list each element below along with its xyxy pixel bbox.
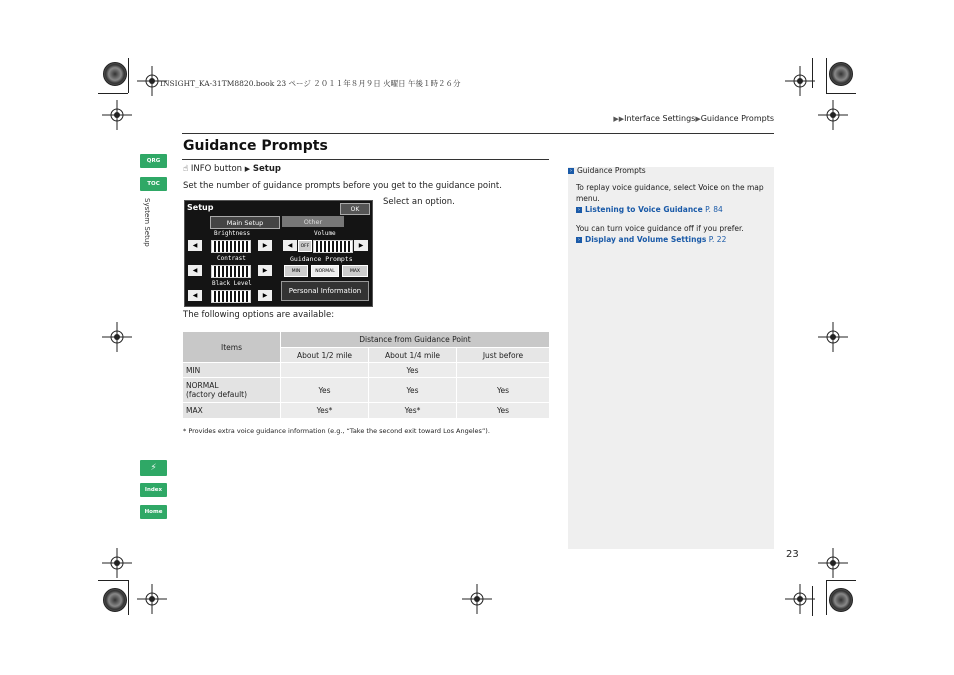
note-paragraph — [576, 182, 766, 204]
registration-target-icon — [829, 588, 853, 612]
link-page[interactable]: P. 22 — [708, 235, 727, 244]
screen-title: Setup — [187, 203, 214, 212]
screen-left-arrow-icon: ◀ — [188, 265, 202, 276]
footnote-text: * Provides extra voice guidance information (e.g., “Take the second exit toward — [183, 427, 444, 435]
column-header: About 1/2 mile — [281, 348, 368, 362]
row-cell: Yes* — [369, 403, 456, 418]
row-cell — [457, 363, 549, 377]
link-arrow-icon: › — [578, 207, 580, 213]
note-heading — [568, 166, 646, 175]
screen-volume-label: Volume — [314, 230, 336, 237]
screen-left-arrow-icon: ◀ — [188, 240, 202, 251]
options-table — [182, 331, 550, 419]
footnote-place: Los Angeles — [443, 427, 482, 435]
screen-tab-main: Main Setup — [210, 216, 280, 229]
screen-max-option: MAX — [342, 265, 368, 277]
arrow-right-icon: ▶ — [695, 115, 701, 123]
screen-off-option: OFF — [298, 240, 312, 252]
link-display-volume[interactable]: Display and Volume Settings — [585, 235, 707, 244]
crosshair-icon — [818, 100, 848, 130]
row-cell: Yes — [281, 378, 368, 402]
breadcrumb — [613, 114, 774, 123]
screen-min-option: MIN — [284, 265, 308, 277]
column-header: About 1/4 mile — [369, 348, 456, 362]
note-text: To replay voice guidance, select — [576, 183, 699, 192]
table-row — [183, 403, 549, 418]
screen-right-arrow-icon: ▶ — [354, 240, 368, 251]
table-row — [183, 378, 549, 402]
crosshair-icon — [818, 548, 848, 578]
note-voice: Voice — [698, 183, 719, 192]
screen-normal-option: NORMAL — [311, 265, 339, 277]
row-cell: Yes — [457, 378, 549, 402]
qrg-button[interactable]: QRG — [140, 154, 167, 168]
table-row — [183, 363, 549, 377]
distance-header: Distance from Guidance Point — [281, 332, 549, 347]
note-link-1[interactable] — [576, 204, 766, 215]
voice-command-button[interactable]: ⚡ — [140, 460, 167, 476]
crosshair-icon — [102, 100, 132, 130]
registration-target-icon — [103, 62, 127, 86]
screen-left-arrow-icon: ◀ — [283, 240, 297, 251]
select-option-text: Select an option. — [383, 197, 455, 207]
arrow-right-icon: ▶ — [244, 165, 251, 173]
crop-mark — [128, 58, 129, 93]
crosshair-icon — [102, 322, 132, 352]
crop-mark — [826, 580, 827, 615]
screen-contrast-label: Contrast — [217, 255, 246, 262]
column-header: Just before — [457, 348, 549, 362]
crop-mark — [826, 580, 856, 581]
footnote — [183, 427, 490, 435]
row-item-sub: (factory default) — [186, 390, 248, 399]
crosshair-icon — [462, 584, 492, 614]
note-link-2[interactable] — [576, 234, 766, 245]
crop-mark — [98, 93, 128, 94]
info-button-label: INFO button — [190, 164, 243, 174]
note-paragraph: You can turn voice guidance off if you prefer. — [576, 224, 744, 233]
note-icon: › — [570, 168, 572, 174]
screen-right-arrow-icon: ▶ — [258, 240, 272, 251]
crosshair-icon — [785, 584, 815, 614]
screen-right-arrow-icon: ▶ — [258, 290, 272, 301]
note-heading-text: Guidance Prompts — [577, 166, 646, 175]
crosshair-icon — [137, 584, 167, 614]
screen-level-bar — [313, 240, 353, 253]
divider — [182, 133, 774, 134]
screen-guidance-label: Guidance Prompts — [290, 255, 353, 263]
crop-mark — [826, 93, 856, 94]
print-header: INSIGHT_KA-31TM8820.book 23 ページ ２０１１年８月９日 火曜日 午後１時２６分 — [160, 79, 461, 88]
page-number: 23 — [786, 549, 799, 560]
breadcrumb-item[interactable]: Interface Settings — [624, 114, 696, 123]
row-item-name: NORMAL — [186, 381, 219, 390]
row-cell — [281, 363, 368, 377]
step-instruction — [183, 164, 281, 174]
crosshair-icon — [818, 322, 848, 352]
screen-black-level-label: Black Level — [212, 280, 252, 287]
screen-level-bar — [211, 240, 251, 253]
footnote-end: ”). — [481, 427, 490, 435]
screen-tab-other: Other — [282, 216, 344, 227]
screen-level-bar — [211, 265, 251, 278]
screen-left-arrow-icon: ◀ — [188, 290, 202, 301]
registration-target-icon — [103, 588, 127, 612]
registration-target-icon — [829, 62, 853, 86]
link-page[interactable]: P. 84 — [705, 205, 723, 214]
screen-level-bar — [211, 290, 251, 303]
row-cell: Yes — [369, 363, 456, 377]
row-cell: Yes — [369, 378, 456, 402]
link-arrow-icon: › — [578, 237, 580, 243]
home-button[interactable]: Home — [140, 505, 167, 519]
crop-mark — [98, 580, 128, 581]
link-voice-guidance[interactable]: Listening to Voice Guidance — [585, 205, 703, 214]
row-item: MAX — [183, 403, 280, 418]
crosshair-icon — [785, 66, 815, 96]
section-tab: System Setup — [143, 198, 151, 247]
row-cell: Yes — [457, 403, 549, 418]
setup-label: Setup — [252, 164, 281, 174]
row-item — [183, 378, 280, 402]
screen-right-arrow-icon: ▶ — [258, 265, 272, 276]
toc-button[interactable]: TOC — [140, 177, 167, 191]
page-title: Guidance Prompts — [183, 138, 328, 154]
screen-brightness-label: Brightness — [214, 230, 251, 237]
breadcrumb-item[interactable]: Guidance Prompts — [700, 114, 774, 123]
crop-mark — [826, 58, 827, 93]
crop-mark — [128, 580, 129, 615]
screen-personal-info-button: Personal Information — [281, 281, 369, 301]
row-cell: Yes* — [281, 403, 368, 418]
arrow-right-icon: ▶▶ — [613, 115, 625, 123]
items-header: Items — [183, 332, 280, 362]
description: Set the number of guidance prompts before you get to the guidance point. — [183, 181, 502, 191]
divider — [182, 159, 549, 160]
row-item: MIN — [183, 363, 280, 377]
note-text: on the map menu. — [576, 183, 764, 203]
hand-icon: ☝ — [183, 164, 189, 174]
screen-ok-button: OK — [340, 203, 370, 215]
options-intro: The following options are available: — [183, 310, 335, 320]
crosshair-icon — [102, 548, 132, 578]
index-button[interactable]: Index — [140, 483, 167, 497]
